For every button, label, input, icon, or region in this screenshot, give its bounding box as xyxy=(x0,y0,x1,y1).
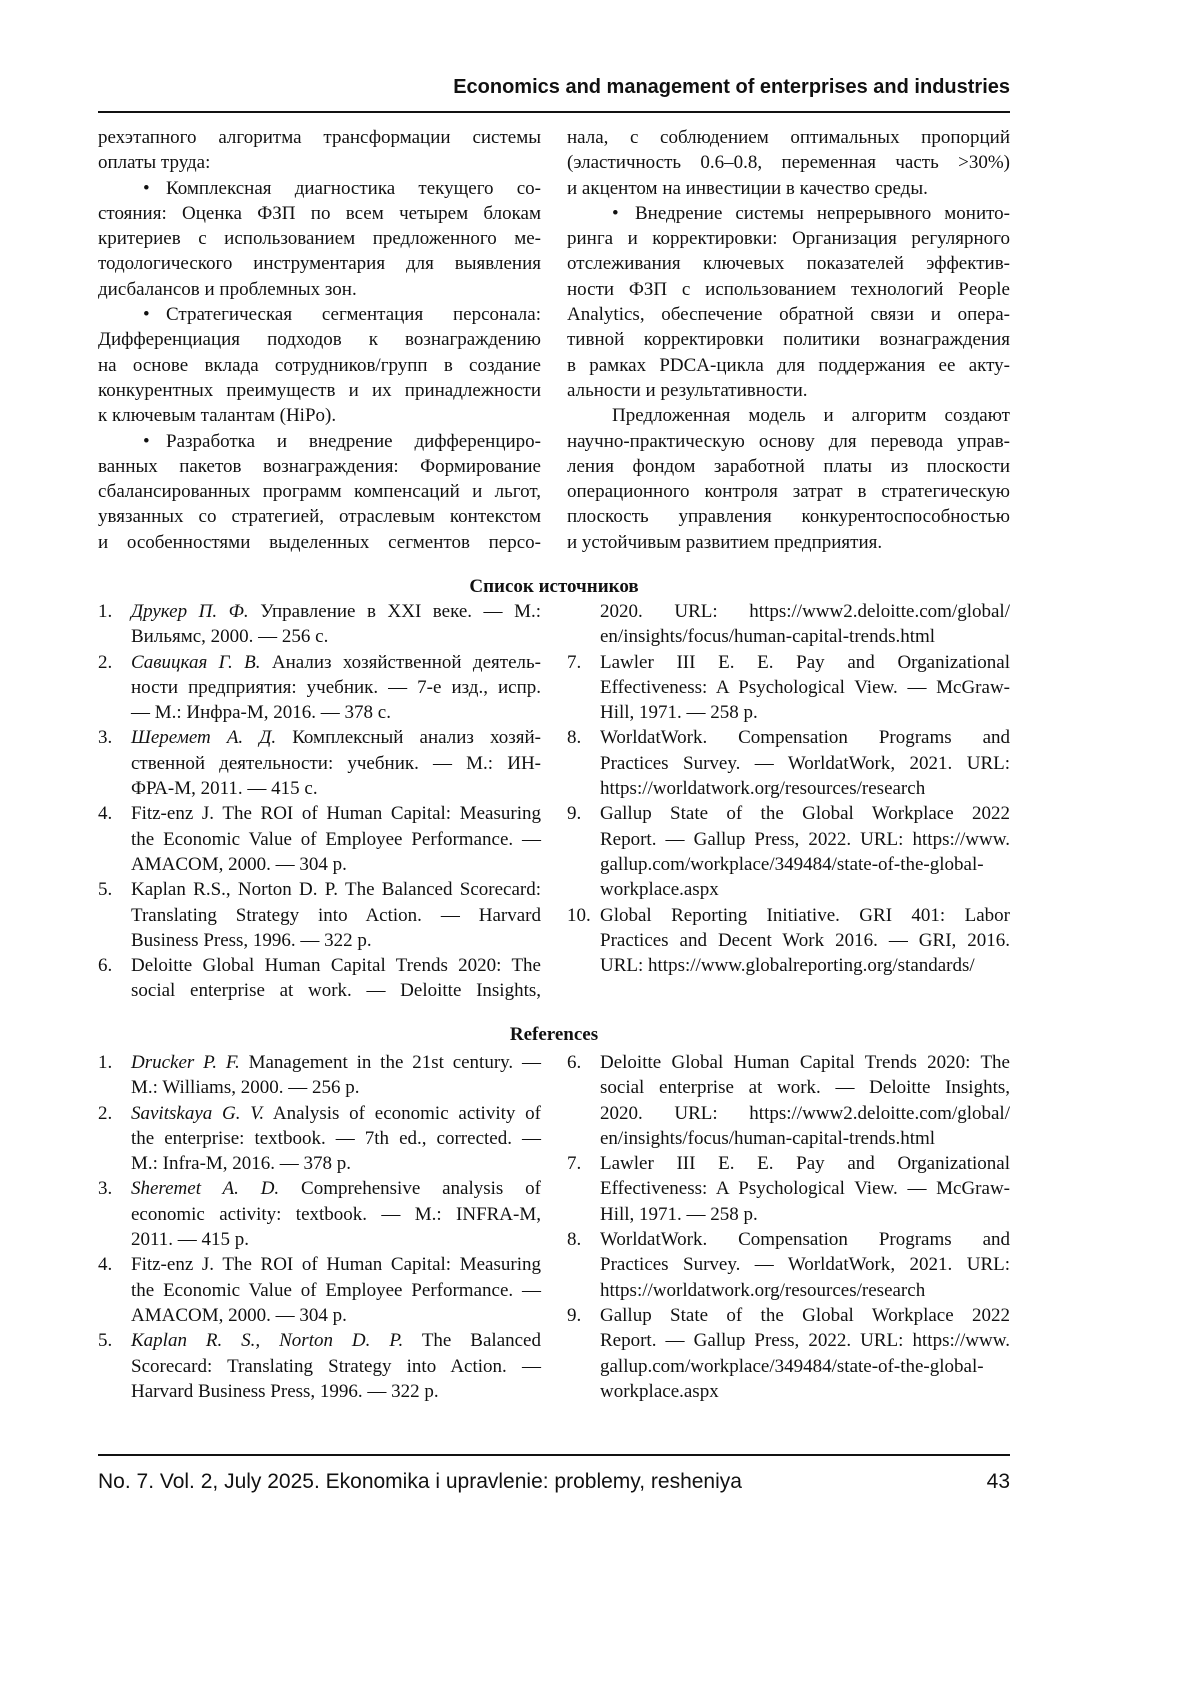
footer-rule xyxy=(98,1454,1010,1456)
text-line: альности и результативности. xyxy=(567,378,1010,403)
reference-line: Fitz-enz J. The ROI of Human Capital: Measuring xyxy=(131,1252,541,1277)
reference-line: https://worldatwork.org/resources/research xyxy=(600,1278,1010,1303)
reference-item xyxy=(98,599,541,650)
reference-line: Report. — Gallup Press, 2022. URL: https://www. xyxy=(600,1328,1010,1353)
reference-line xyxy=(131,1101,541,1126)
sources-heading: Список источников xyxy=(98,576,1010,598)
reference-number: 10. xyxy=(567,903,600,979)
reference-line: gallup.com/workplace/349484/state-of-the-global- xyxy=(600,1354,1010,1379)
reference-number: 2. xyxy=(98,650,131,726)
reference-line: Business Press, 1996. — 322 p. xyxy=(131,928,541,953)
reference-line: Report. — Gallup Press, 2022. URL: https://www. xyxy=(600,827,1010,852)
reference-line: Global Reporting Initiative. GRI 401: Labor xyxy=(600,903,1010,928)
reference-author: Sheremet A. D. xyxy=(131,1178,279,1199)
reference-text xyxy=(131,953,541,1004)
bullet-item xyxy=(98,429,541,555)
reference-number: 7. xyxy=(567,1151,600,1227)
reference-line: Translating Strategy into Action. — Harvard xyxy=(131,903,541,928)
text-line: плоскость управления конкурентоспособностью xyxy=(567,504,1010,529)
reference-number: 9. xyxy=(567,801,600,902)
reference-number: 6. xyxy=(567,1050,600,1151)
reference-line: en/insights/focus/human-capital-trends.html xyxy=(600,624,1010,649)
reference-line: workplace.aspx xyxy=(600,1379,1010,1404)
text-line: • Стратегическая сегментация персонала: xyxy=(98,302,541,327)
reference-item xyxy=(567,801,1010,902)
reference-item xyxy=(567,725,1010,801)
reference-item xyxy=(98,1252,541,1328)
text-line: оплаты труда: xyxy=(98,150,541,175)
reference-number: 3. xyxy=(98,725,131,801)
reference-text xyxy=(131,1328,541,1404)
reference-number: 2. xyxy=(98,1101,131,1177)
reference-line: Practices Survey. — WorldatWork, 2021. URL: xyxy=(600,751,1010,776)
reference-text xyxy=(600,650,1010,726)
text-line: • Разработка и внедрение дифференциро- xyxy=(98,429,541,454)
text-line: • Комплексная диагностика текущего со- xyxy=(98,176,541,201)
reference-line: gallup.com/workplace/349484/state-of-the-global- xyxy=(600,852,1010,877)
text-line: тодологического инструментария для выявления xyxy=(98,251,541,276)
text-line: рехэтапного алгоритма трансформации системы xyxy=(98,125,541,150)
reference-author: Савицкая Г. В. xyxy=(131,652,261,673)
reference-line: en/insights/focus/human-capital-trends.html xyxy=(600,1126,1010,1151)
reference-line: 2020. URL: https://www2.deloitte.com/global/ xyxy=(600,599,1010,624)
text-line: увязанных со стратегией, отраслевым контекстом xyxy=(98,504,541,529)
text-line: и акцентом на инвестиции в качество среды. xyxy=(567,176,1010,201)
reference-author: Kaplan R. S., Norton D. P. xyxy=(131,1330,403,1351)
reference-line: M.: Williams, 2000. — 256 p. xyxy=(131,1075,541,1100)
body-left-column xyxy=(98,125,541,555)
text-line: научно-практическую основу для перевода управ- xyxy=(567,429,1010,454)
reference-line: Effectiveness: A Psychological View. — McGraw- xyxy=(600,1176,1010,1201)
reference-number: 4. xyxy=(98,801,131,877)
reference-number: 6. xyxy=(98,953,131,1004)
reference-title: Управление в XXI веке. — М.: xyxy=(249,601,541,622)
reference-line: 2011. — 415 p. xyxy=(131,1227,541,1252)
reference-text xyxy=(131,801,541,877)
page-footer xyxy=(98,1470,1010,1494)
text-line: нала, с соблюдением оптимальных пропорций xyxy=(567,125,1010,150)
reference-line: Lawler III E. E. Pay and Organizational xyxy=(600,650,1010,675)
reference-line: WorldatWork. Compensation Programs and xyxy=(600,1227,1010,1252)
reference-line: ФРА-М, 2011. — 415 с. xyxy=(131,776,541,801)
reference-line: Gallup State of the Global Workplace 2022 xyxy=(600,801,1010,826)
header-rule xyxy=(98,111,1010,113)
paragraph xyxy=(567,403,1010,555)
text-line: дисбалансов и проблемных зон. xyxy=(98,277,541,302)
reference-line: Вильямс, 2000. — 256 с. xyxy=(131,624,541,649)
bullet-item xyxy=(567,201,1010,403)
running-header: Economics and management of enterprises and industries xyxy=(98,76,1010,99)
reference-line: Gallup State of the Global Workplace 2022 xyxy=(600,1303,1010,1328)
reference-text xyxy=(600,599,1010,650)
reference-text xyxy=(131,1101,541,1177)
reference-text xyxy=(131,877,541,953)
reference-line: Practices Survey. — WorldatWork, 2021. URL: xyxy=(600,1252,1010,1277)
reference-author: Drucker P. F. xyxy=(131,1052,240,1073)
reference-line xyxy=(131,1050,541,1075)
reference-author: Savitskaya G. V. xyxy=(131,1103,264,1124)
reference-line: Fitz-enz J. The ROI of Human Capital: Measuring xyxy=(131,801,541,826)
reference-line: ственной деятельности: учебник. — М.: ИН- xyxy=(131,751,541,776)
reference-title: Management in the 21st century. — xyxy=(240,1052,541,1073)
text-line: в рамках PDCA-цикла для поддержания ее акту- xyxy=(567,353,1010,378)
reference-line: workplace.aspx xyxy=(600,877,1010,902)
references-heading: References xyxy=(98,1024,1010,1046)
reference-item xyxy=(567,1303,1010,1404)
reference-line xyxy=(131,1176,541,1201)
reference-line xyxy=(131,650,541,675)
references-left-column xyxy=(98,1050,541,1404)
reference-item xyxy=(98,1101,541,1177)
reference-line: URL: https://www.globalreporting.org/standards/ xyxy=(600,953,1010,978)
reference-item xyxy=(567,599,1010,650)
text-line: ринга и корректировки: Организация регулярного xyxy=(567,226,1010,251)
reference-author: Шеремет А. Д. xyxy=(131,727,276,748)
reference-number: 8. xyxy=(567,1227,600,1303)
reference-line: the Economic Value of Employee Performance. — xyxy=(131,1278,541,1303)
text-line: ности ФЗП с использованием технологий People xyxy=(567,277,1010,302)
reference-text xyxy=(600,725,1010,801)
reference-text xyxy=(600,1227,1010,1303)
reference-line: Practices and Decent Work 2016. — GRI, 2016. xyxy=(600,928,1010,953)
text-line: Analytics, обеспечение обратной связи и опера- xyxy=(567,302,1010,327)
body-right-column xyxy=(567,125,1010,555)
journal-citation: No. 7. Vol. 2, July 2025. Ekonomika i upravlenie: problemy, resheniya xyxy=(98,1470,742,1494)
reference-line: — М.: Инфра-М, 2016. — 378 с. xyxy=(131,700,541,725)
reference-item xyxy=(98,650,541,726)
reference-number: 7. xyxy=(567,650,600,726)
reference-line: AMACOM, 2000. — 304 p. xyxy=(131,1303,541,1328)
reference-line: Hill, 1971. — 258 p. xyxy=(600,1202,1010,1227)
text-line: отслеживания ключевых показателей эффектив- xyxy=(567,251,1010,276)
reference-text xyxy=(600,903,1010,979)
reference-number: 4. xyxy=(98,1252,131,1328)
reference-number: 3. xyxy=(98,1176,131,1252)
reference-line: Deloitte Global Human Capital Trends 2020: The xyxy=(131,953,541,978)
reference-line: Hill, 1971. — 258 p. xyxy=(600,700,1010,725)
reference-item xyxy=(567,1151,1010,1227)
reference-line: Scorecard: Translating Strategy into Action. — xyxy=(131,1354,541,1379)
paragraph xyxy=(98,125,541,176)
reference-text xyxy=(600,1050,1010,1151)
reference-number: 5. xyxy=(98,877,131,953)
reference-item xyxy=(98,1328,541,1404)
text-line: и особенностями выделенных сегментов персо- xyxy=(98,530,541,555)
text-line: Дифференциация подходов к вознаграждению xyxy=(98,327,541,352)
text-line: тивной корректировки политики вознаграждения xyxy=(567,327,1010,352)
text-line: Предложенная модель и алгоритм создают xyxy=(567,403,1010,428)
reference-item xyxy=(567,903,1010,979)
text-line: конкурентных преимуществ и их принадлежности xyxy=(98,378,541,403)
paragraph xyxy=(567,125,1010,201)
reference-number: 8. xyxy=(567,725,600,801)
reference-title: Comprehensive analysis of xyxy=(279,1178,541,1199)
text-line: и устойчивым развитием предприятия. xyxy=(567,530,1010,555)
reference-line: M.: Infra-M, 2016. — 378 p. xyxy=(131,1151,541,1176)
reference-number: 1. xyxy=(98,1050,131,1101)
reference-text xyxy=(600,1151,1010,1227)
reference-number: 1. xyxy=(98,599,131,650)
reference-title: Analysis of economic activity of xyxy=(264,1103,541,1124)
text-line: сбалансированных программ компенсаций и льгот, xyxy=(98,479,541,504)
reference-text xyxy=(600,1303,1010,1404)
sources-right-column xyxy=(567,599,1010,978)
reference-item xyxy=(567,1227,1010,1303)
reference-number: 9. xyxy=(567,1303,600,1404)
text-line: ванных пакетов вознаграждения: Формирование xyxy=(98,454,541,479)
reference-text xyxy=(600,801,1010,902)
reference-item xyxy=(98,1050,541,1101)
reference-title: Комплексный анализ хозяй- xyxy=(276,727,541,748)
reference-text xyxy=(131,1050,541,1101)
reference-line: social enterprise at work. — Deloitte Insights, xyxy=(600,1075,1010,1100)
reference-text xyxy=(131,725,541,801)
text-line: ления фондом заработной платы из плоскости xyxy=(567,454,1010,479)
text-line: операционного контроля затрат в стратегическую xyxy=(567,479,1010,504)
text-line: • Внедрение системы непрерывного монито- xyxy=(567,201,1010,226)
reference-author: Друкер П. Ф. xyxy=(131,601,249,622)
reference-item xyxy=(98,725,541,801)
reference-line: economic activity: textbook. — M.: INFRA-M, xyxy=(131,1202,541,1227)
sources-left-column xyxy=(98,599,541,1004)
reference-line: https://worldatwork.org/resources/research xyxy=(600,776,1010,801)
reference-line: Lawler III E. E. Pay and Organizational xyxy=(600,1151,1010,1176)
reference-item xyxy=(98,1176,541,1252)
reference-text xyxy=(131,650,541,726)
reference-line: 2020. URL: https://www2.deloitte.com/global/ xyxy=(600,1101,1010,1126)
reference-item xyxy=(567,1050,1010,1151)
reference-line: Deloitte Global Human Capital Trends 2020: The xyxy=(600,1050,1010,1075)
references-right-column xyxy=(567,1050,1010,1404)
reference-line xyxy=(131,725,541,750)
reference-line xyxy=(131,1328,541,1353)
text-line: стояния: Оценка ФЗП по всем четырем блокам xyxy=(98,201,541,226)
reference-number: 5. xyxy=(98,1328,131,1404)
page-number: 43 xyxy=(987,1470,1010,1494)
reference-line: the enterprise: textbook. — 7th ed., corrected. — xyxy=(131,1126,541,1151)
reference-line: the Economic Value of Employee Performance. — xyxy=(131,827,541,852)
reference-line: Kaplan R.S., Norton D. P. The Balanced Scorecard: xyxy=(131,877,541,902)
reference-line: social enterprise at work. — Deloitte Insights, xyxy=(131,978,541,1003)
reference-item xyxy=(98,801,541,877)
reference-line: Effectiveness: A Psychological View. — McGraw- xyxy=(600,675,1010,700)
reference-title: Анализ хозяйственной деятель- xyxy=(261,652,541,673)
reference-line: Harvard Business Press, 1996. — 322 p. xyxy=(131,1379,541,1404)
text-line: критериев с использованием предложенного ме- xyxy=(98,226,541,251)
reference-text xyxy=(131,1176,541,1252)
reference-item xyxy=(98,953,541,1004)
reference-text xyxy=(131,599,541,650)
reference-text xyxy=(131,1252,541,1328)
reference-line: ности предприятия: учебник. — 7-е изд., испр. xyxy=(131,675,541,700)
reference-item xyxy=(98,877,541,953)
text-line: к ключевым талантам (HiPo). xyxy=(98,403,541,428)
reference-line: WorldatWork. Compensation Programs and xyxy=(600,725,1010,750)
text-line: на основе вклада сотрудников/групп в создание xyxy=(98,353,541,378)
reference-line: AMACOM, 2000. — 304 p. xyxy=(131,852,541,877)
reference-line xyxy=(131,599,541,624)
text-line: (эластичность 0.6–0.8, переменная часть >30%) xyxy=(567,150,1010,175)
bullet-item xyxy=(98,176,541,302)
reference-item xyxy=(567,650,1010,726)
reference-title: The Balanced xyxy=(403,1330,541,1351)
reference-number xyxy=(567,599,600,650)
bullet-item xyxy=(98,302,541,428)
